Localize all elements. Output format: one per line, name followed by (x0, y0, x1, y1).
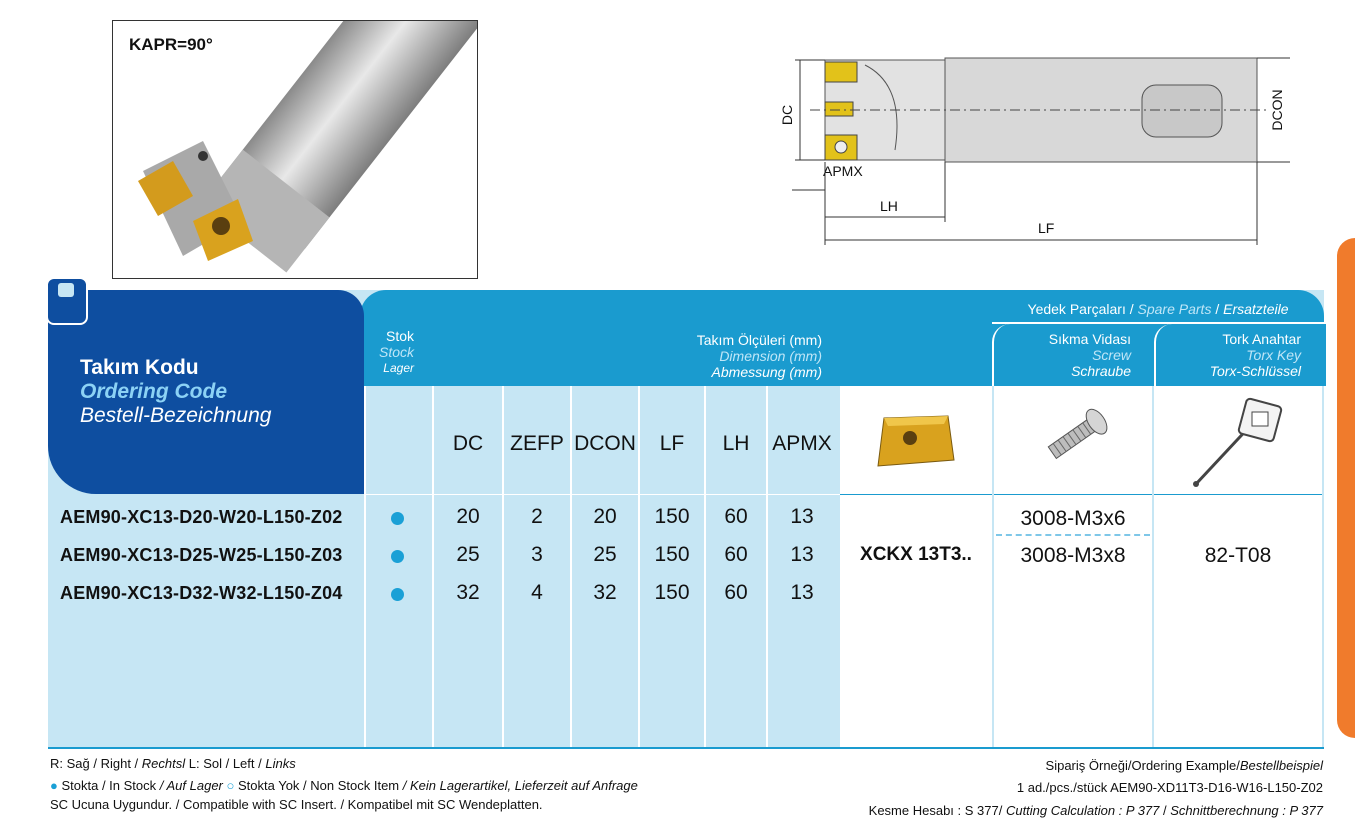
in-stock-dot (391, 512, 404, 525)
col-header-dc: DC (452, 432, 484, 455)
spare-parts-sep-2: / (1211, 301, 1224, 317)
key-divider (1154, 494, 1322, 495)
legend-left: L: Sol / Left / (185, 756, 266, 771)
stock-header-tr: Stok (385, 328, 414, 344)
legend-in-stock: Stokta / In Stock (61, 778, 160, 793)
cell-zefp: 3 (531, 543, 543, 566)
cell-apmx: 13 (790, 543, 814, 566)
cell-dcon: 25 (593, 543, 617, 566)
screw-header-tr: Sıkma Vidası (1048, 331, 1131, 347)
spare-parts-en: Spare Parts (1137, 301, 1212, 317)
cell-apmx: 13 (790, 505, 814, 528)
footer-stock-legend (50, 778, 638, 793)
calc-sep: / (1159, 803, 1171, 818)
spare-parts-sep-1: / (1125, 301, 1138, 317)
col-header-apmx: APMX (772, 432, 832, 455)
kapr-label: KAPR=90° (129, 35, 213, 54)
ordering-example-title-text: Sipariş Örneği/Ordering Example/ (1045, 758, 1240, 773)
calc-tr: Kesme Hesabı : S 377/ (868, 803, 1006, 818)
table-row (48, 581, 840, 607)
screw-header (994, 331, 1131, 379)
spare-parts-de: Ersatzteile (1223, 301, 1289, 317)
col-header-lh: LH (722, 432, 750, 455)
col-header-dcon: DCON (574, 432, 636, 455)
spare-parts-tr: Yedek Parçaları (1027, 301, 1126, 317)
ordering-example-value: 1 ad./pcs./stück AEM90-XD11T3-D16-W16-L150-Z02 (1016, 780, 1323, 795)
cell-dc: 32 (456, 581, 480, 604)
col-header-zefp: ZEFP (510, 432, 564, 455)
cell-zefp: 4 (531, 581, 543, 604)
filled-dot-icon: ● (50, 778, 58, 793)
key-header (1158, 331, 1301, 379)
cell-dc: 20 (456, 505, 480, 528)
dimension-header-de: Abmessung (mm) (711, 364, 822, 380)
screw-divider (994, 494, 1152, 495)
footer-direction-legend (50, 756, 296, 771)
product-photo (112, 20, 478, 279)
ordering-code-en: Ordering Code (80, 380, 228, 403)
apmx-dimension-label: APMX (823, 163, 863, 179)
dimension-header-tr: Takım Ölçüleri (mm) (696, 332, 822, 348)
ordering-code: AEM90-XC13-D25-W25-L150-Z03 (60, 545, 343, 565)
key-header-tr: Tork Anahtar (1222, 331, 1301, 347)
ordering-code-tr: Takım Kodu (80, 356, 199, 379)
header-body-divider (364, 494, 840, 495)
legend-right-de: Rechtsl (141, 756, 186, 771)
key-name: 82-T08 (1204, 544, 1272, 567)
end-mill-image (113, 21, 478, 279)
dimension-header-en: Dimension (mm) (719, 348, 822, 364)
calc-de: Schnittberechnung : P 377 (1170, 803, 1323, 818)
spare-parts-header (992, 301, 1324, 317)
orange-side-tab (1337, 238, 1355, 738)
insert-name: XCKX 13T3.. (860, 544, 972, 565)
torx-key-image (1186, 394, 1286, 490)
table-row (48, 505, 840, 531)
screw-image (1030, 398, 1120, 478)
calc-en: Cutting Calculation : P 377 (1005, 803, 1160, 818)
insert-image (872, 412, 958, 470)
legend-in-stock-de: / Auf Lager (159, 778, 223, 793)
stock-header-de: Lager (383, 361, 414, 375)
legend-non-stock: Stokta Yok / Non Stock Item (234, 778, 403, 793)
table-row (48, 543, 840, 569)
insert-divider (840, 494, 992, 495)
cutting-calculation (869, 803, 1323, 818)
dimension-diagram (770, 40, 1290, 250)
cell-lh: 60 (724, 505, 748, 528)
screw-header-de: Schraube (1071, 363, 1131, 379)
lh-dimension-label: LH (880, 198, 898, 214)
ordering-code: AEM90-XC13-D20-W20-L150-Z02 (60, 507, 343, 527)
cell-zefp: 2 (531, 505, 543, 528)
cell-dcon: 20 (593, 505, 617, 528)
cell-lf: 150 (654, 543, 690, 566)
cell-dc: 25 (456, 543, 480, 566)
key-header-en: Torx Key (1246, 347, 1301, 363)
legend-left-de: Links (265, 756, 296, 771)
footer-compatibility: SC Ucuna Uygundur. / Compatible with SC Insert. / Kompatibel mit SC Wendeplatten. (50, 797, 543, 812)
cell-dcon: 32 (593, 581, 617, 604)
screw-header-en: Screw (1092, 347, 1131, 363)
legend-non-stock-de: / Kein Lagerartikel, Lieferzeit auf Anfrage (402, 778, 638, 793)
key-header-de: Torx-Schlüssel (1209, 363, 1301, 379)
col-header-lf: LF (659, 432, 685, 455)
stock-header (364, 328, 414, 376)
stock-header-en: Stock (378, 344, 414, 360)
dimension-header (600, 332, 822, 380)
empty-dot-icon: ○ (226, 778, 235, 793)
ordering-example-title-de: Bestellbeispiel (1239, 758, 1323, 773)
cell-lf: 150 (654, 581, 690, 604)
cell-apmx: 13 (790, 581, 814, 604)
ordering-code-de: Bestell-Bezeichnung (80, 404, 272, 427)
cell-lf: 150 (654, 505, 690, 528)
ordering-code: AEM90-XC13-D32-W32-L150-Z04 (60, 583, 343, 603)
dc-dimension-label: DC (779, 104, 795, 126)
screw-item-1: 3008-M3x6 (1020, 507, 1126, 530)
ordering-example-title (1046, 758, 1323, 773)
in-stock-dot (391, 588, 404, 601)
screw-item-2: 3008-M3x8 (1020, 544, 1126, 567)
corner-icon (46, 277, 88, 325)
lf-dimension-label: LF (1038, 220, 1055, 236)
table-bottom-line (48, 747, 1324, 749)
screw-dashed-divider (996, 534, 1150, 536)
ordering-code-header (48, 290, 364, 494)
in-stock-dot (391, 550, 404, 563)
cell-lh: 60 (724, 543, 748, 566)
cell-lh: 60 (724, 581, 748, 604)
dcon-dimension-label: DCON (1269, 89, 1285, 131)
legend-right: R: Sağ / Right / (50, 756, 142, 771)
